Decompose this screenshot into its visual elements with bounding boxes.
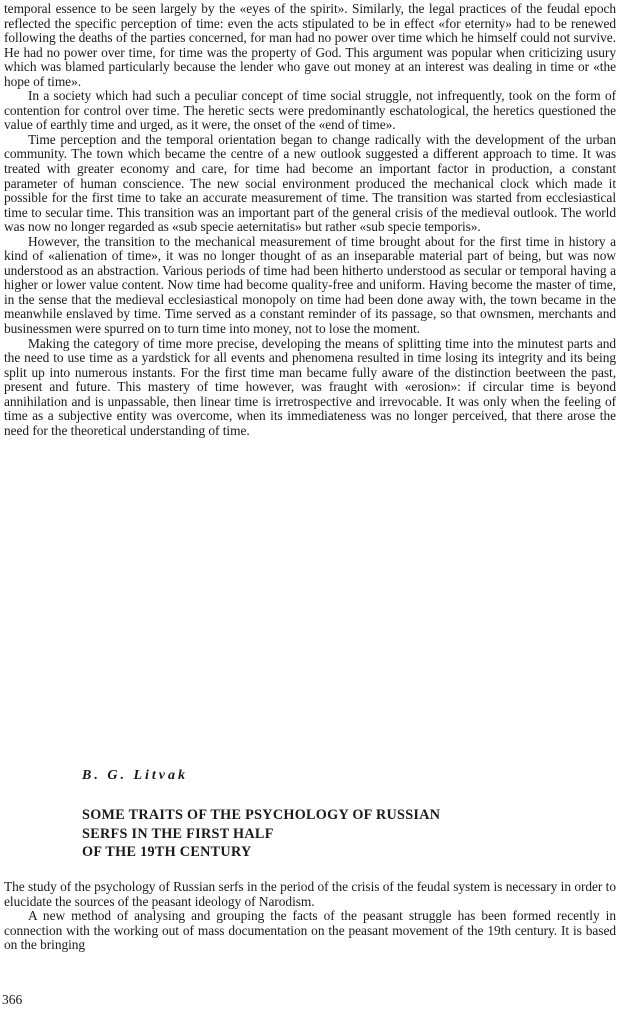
paragraph-mechanical-measurement: However, the transition to the mechanical measurement of time brought about for the first time in history a kind of «alienation of time», it was no longer thought of as an inseparable material part of being, but was now understood as an abstraction. Various periods of time had been hitherto understood as secular or temporal having a higher or lower value content. Now time had become quality-free and uniform. Having become the master of time, in the sense that the medieval ecclesiastical monopoly on time had been done away with, the town became in the meanwhile enslaved by time. Time served as a constant reminder of its passage, so that ownsmen, merchants and businessmen were spurred on to turn time into money, not to lose the moment. (4, 233, 616, 337)
paragraph-social-struggle: In a society which had such a peculiar concept of time social struggle, not infrequently, took on the form of contention for control over time. The heretic sects were predominantly eschatological, the heretics questioned the value of earthly time and urged, as it were, the onset of the «end of time». (4, 88, 616, 133)
article-title-line: OF THE 19TH CENTURY (82, 844, 252, 860)
article-title (82, 806, 542, 862)
previous-article-text (4, 2, 616, 438)
paragraph-category-of-time: Making the category of time more precise, developing the means of splitting time into the minutest parts and the need to use time as a yardstick for all events and phenomena resulted in time losing its integrity and its being split up into numerous instants. For the first time man became fully aware of the distinction beetween the past, present and future. This mastery of time however, was fraught with «erosion»: if circular time is beyond annihilation and is unpassable, then linear time is irretrospective and irrevocable. It was only when the feeling of time as a subjective entity was overcome, when its immediateness was no longer perceived, that there arose the need for the theoretical understanding of time. (4, 335, 616, 438)
article-author: B. G. Litvak (82, 768, 188, 783)
article-title-line: SERFS IN THE FIRST HALF (82, 825, 274, 842)
article-title-line: SOME TRAITS OF THE PSYCHOLOGY OF RUSSIAN (82, 807, 441, 823)
page-number: 366 (2, 992, 23, 1007)
paragraph-temporal-essence: temporal essence to be seen largely by the «eyes of the spirit». Similarly, the legal practices of the feudal epoch reflected the specific perception of time: even the acts stipulated to be in effect «for eternity» had to be renewed following the deaths of the parties concerned, for man had no power over time which he himself could not survive. He had no power over time, for time was the property of God. This argument was popular when criticizing usury which was blamed particularly because the lender who gave out money at an interest was dealing in time or «the hope of time». (4, 1, 616, 89)
article-body (4, 880, 616, 953)
paragraph-time-perception: Time perception and the temporal orientation began to change radically with the development of the urban community. The town which became the centre of a new outlook suggested a different approach to time. It was treated with greater economy and care, for time had become an important factor in production, a constant parameter of human conscience. The new social environment produced the mechanical clock which made it possible for the first time to take an accurate measurement of time. The transition was started from ecclesiastical time to secular time. This transition was an important part of the general crisis of the medieval outlook. The world was now no longer regarded as «sub specie aeternitatis» but rather «sub specie temporis». (4, 131, 616, 235)
paragraph-new-method: A new method of analysing and grouping the facts of the peasant struggle has been formed recently in connection with the working out of mass documentation on the peasant movement of the 19th century. It is based on the bringing (4, 908, 616, 953)
paragraph-study-of-psychology: The study of the psychology of Russian serfs in the period of the crisis of the feudal system is necessary in order to elucidate the sources of the peasant ideology of Narodism. (4, 879, 616, 909)
